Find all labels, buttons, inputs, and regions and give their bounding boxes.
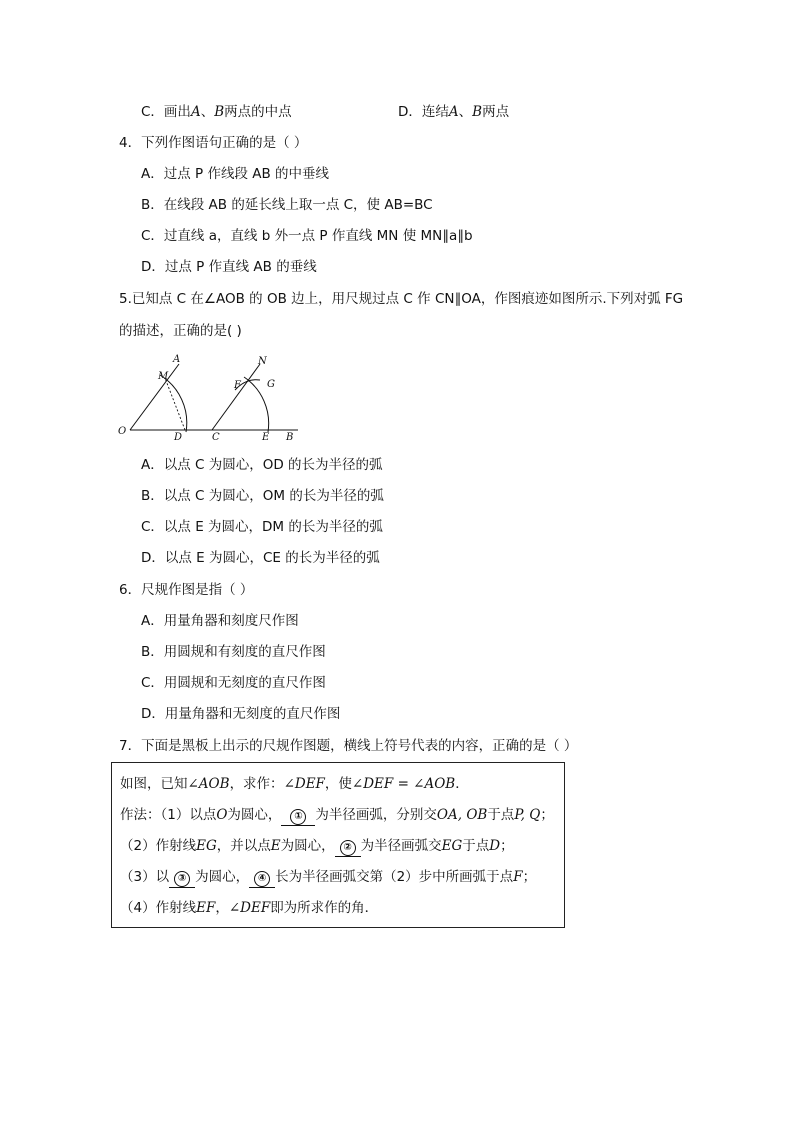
q4-stem: 4．下列作图语句正确的是（ ） [119,135,308,151]
q6-option-d: D．用量角器和无刻度的直尺作图 [141,706,341,722]
q6-stem: 6．尺规作图是指（ ） [119,582,254,598]
chord-dm [165,378,185,430]
q7-box-line1: 如图，已知∠AOB，求作：∠DEF，使∠DEF = ∠AOB． [120,776,469,792]
label-o: O [118,426,127,437]
q5-figure [110,350,310,445]
label-d: D [174,432,183,443]
q7-box-line4: （3）以 ③ 为圆心， ④ 长为半径画弧交第（2）步中所画弧于点F； [120,868,536,888]
q5-option-a: A．以点 C 为圆心，OD 的长为半径的弧 [141,457,383,473]
label-g: G [267,379,275,390]
q7-blackboard-box [111,762,565,928]
q7-box-line2: 作法：（1）以点O为圆心， ① 为半径画弧，分别交OA, OB于点P, Q； [120,806,554,826]
label-c: C [212,432,220,443]
q5-option-b: B．以点 C 为圆心，OM 的长为半径的弧 [141,488,384,504]
q7-stem: 7．下面是黑板上出示的尺规作图题，横线上符号代表的内容，正确的是（ ） [119,738,578,754]
arc-e [244,377,269,432]
q6-option-a: A．用量角器和刻度尺作图 [141,613,299,629]
q5-option-d: D．以点 E 为圆心，CE 的长为半径的弧 [141,550,380,566]
label-e: E [262,432,270,443]
label-b: B [286,432,294,443]
q6-option-c: C．用圆规和无刻度的直尺作图 [141,675,326,691]
label-n: N [258,356,267,367]
blank-marker-3: ③ [174,871,190,887]
label-f: F [234,380,241,391]
q4-option-c: C．过直线 a，直线 b 外一点 P 作直线 MN 使 MN∥a∥b [141,228,473,244]
q4-option-b: B．在线段 AB 的延长线上取一点 C，使 AB=BC [141,197,433,213]
q3-option-d: D．连结A、B两点 [398,104,510,120]
ray-oa [130,364,179,430]
blank-marker-1: ① [290,809,306,825]
q6-option-b: B．用圆规和有刻度的直尺作图 [141,644,326,660]
label-m: M [158,371,169,382]
q5-option-c: C．以点 E 为圆心，DM 的长为半径的弧 [141,519,383,535]
ray-cn [212,364,260,430]
q4-option-a: A．过点 P 作线段 AB 的中垂线 [141,166,330,182]
q5-stem-line1: 5.已知点 C 在∠AOB 的 OB 边上，用尺规过点 C 作 CN∥OA，作图痕迹如图所示.下列对弧 FG [119,291,684,307]
q4-option-d: D．过点 P 作直线 AB 的垂线 [141,259,317,275]
q7-box-line3: （2）作射线EG，并以点E为圆心， ② 为半径画弧交EG于点D； [120,837,514,857]
blank-marker-2: ② [340,840,356,856]
label-a: A [173,354,181,365]
blank-marker-4: ④ [254,871,270,887]
q5-stem-line2: 的描述，正确的是( ) [119,323,242,339]
q7-box-line5: （4）作射线EF，∠DEF即为所求作的角． [120,900,379,916]
q3-option-c: C．画出A、B两点的中点 [141,104,292,120]
